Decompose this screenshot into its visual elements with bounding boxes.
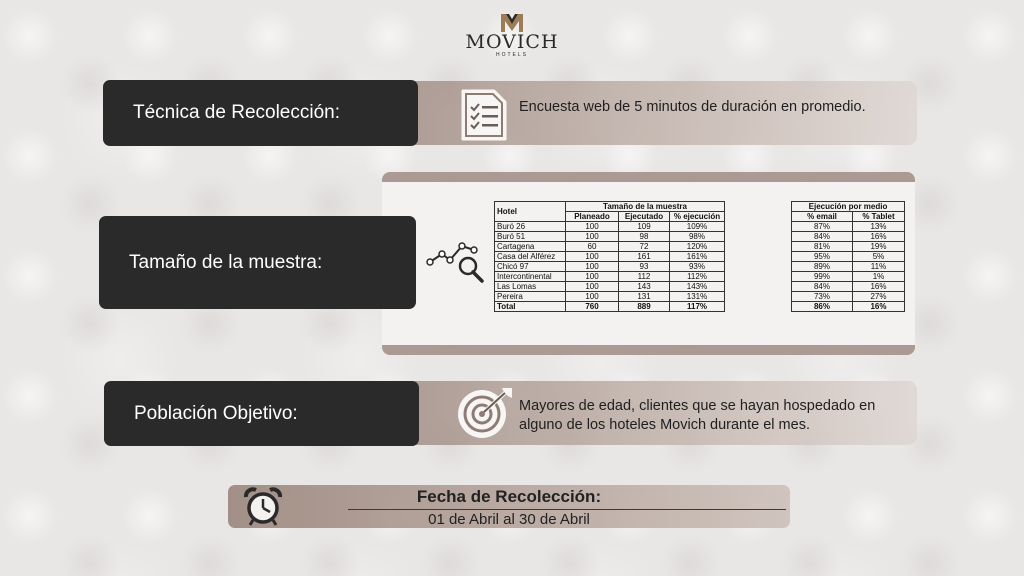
planeado-cell: 100: [566, 222, 619, 232]
hotel-cell: Total: [495, 302, 566, 312]
tablet-cell: 16%: [853, 302, 905, 312]
col-email: % email: [792, 212, 853, 222]
ejecutado-cell: 93: [619, 262, 670, 272]
hotel-cell: Cartagena: [495, 242, 566, 252]
email-cell: 99%: [792, 272, 853, 282]
table-row: [495, 282, 725, 292]
media-group-header: Ejecución por medio: [792, 202, 905, 212]
table-row: [495, 272, 725, 282]
email-cell: 89%: [792, 262, 853, 272]
tecnica-label: [103, 80, 418, 146]
hotel-cell: Buró 51: [495, 232, 566, 242]
hotel-header: Hotel: [495, 202, 566, 222]
poblacion-label: [104, 381, 419, 446]
tamano-label: [99, 216, 416, 309]
table-row: [792, 282, 905, 292]
table-row: [792, 252, 905, 262]
ejecutado-cell: 112: [619, 272, 670, 282]
planeado-cell: 100: [566, 272, 619, 282]
hotel-cell: Las Lomas: [495, 282, 566, 292]
col-tablet: % Tablet: [853, 212, 905, 222]
planeado-cell: 60: [566, 242, 619, 252]
planeado-cell: 100: [566, 282, 619, 292]
table-total-row: [792, 302, 905, 312]
tecnica-description: Encuesta web de 5 minutos de duración en promedio.: [519, 99, 866, 115]
target-icon: [454, 386, 516, 440]
hotel-cell: Intercontinental: [495, 272, 566, 282]
pct-cell: 93%: [670, 262, 725, 272]
survey-document-icon: [460, 88, 508, 142]
alarm-clock-icon: [242, 487, 284, 527]
tablet-cell: 1%: [853, 272, 905, 282]
email-cell: 73%: [792, 292, 853, 302]
pct-cell: 161%: [670, 252, 725, 262]
col-ejecucion: % ejecución: [670, 212, 725, 222]
planeado-cell: 100: [566, 292, 619, 302]
table-total-row: [495, 302, 725, 312]
hotel-cell: Pereira: [495, 292, 566, 302]
ejecutado-cell: 131: [619, 292, 670, 302]
fecha-band: [228, 485, 790, 528]
ejecutado-cell: 72: [619, 242, 670, 252]
ejecutado-cell: 109: [619, 222, 670, 232]
table-row: [495, 242, 725, 252]
table-row: [495, 262, 725, 272]
tablet-cell: 27%: [853, 292, 905, 302]
tablet-cell: 19%: [853, 242, 905, 252]
pct-cell: 98%: [670, 232, 725, 242]
pct-cell: 109%: [670, 222, 725, 232]
planeado-cell: 760: [566, 302, 619, 312]
tablet-cell: 16%: [853, 282, 905, 292]
col-ejecutado: Ejecutado: [619, 212, 670, 222]
tablet-cell: 11%: [853, 262, 905, 272]
table-row: [495, 222, 725, 232]
table-row: [792, 232, 905, 242]
logo-subtitle: HOTELS: [495, 52, 528, 58]
sample-size-table: [494, 201, 725, 312]
pct-cell: 131%: [670, 292, 725, 302]
chart-magnifier-icon: [426, 240, 486, 284]
pct-cell: 112%: [670, 272, 725, 282]
tecnica-label-text: Técnica de Recolección:: [133, 102, 340, 123]
table-row: [792, 292, 905, 302]
table-row: [495, 252, 725, 262]
sample-group-header: Tamaño de la muestra: [566, 202, 725, 212]
movich-monogram-icon: [499, 14, 525, 32]
poblacion-description: Mayores de edad, clientes que se hayan hospedado en alguno de los hoteles Movich durante el mes.: [519, 398, 876, 433]
logo-wordmark: MOVICH: [465, 31, 559, 53]
planeado-cell: 100: [566, 252, 619, 262]
table-row: [495, 292, 725, 302]
hotel-cell: Chicó 97: [495, 262, 566, 272]
tablet-cell: 5%: [853, 252, 905, 262]
email-cell: 81%: [792, 242, 853, 252]
tablet-cell: 13%: [853, 222, 905, 232]
ejecutado-cell: 161: [619, 252, 670, 262]
movich-logo: [462, 14, 562, 58]
poblacion-label-text: Población Objetivo:: [134, 402, 298, 424]
email-cell: 95%: [792, 252, 853, 262]
table-row: [495, 232, 725, 242]
media-execution-table: [791, 201, 905, 312]
fecha-value: 01 de Abril al 30 de Abril: [428, 511, 590, 528]
tablet-cell: 16%: [853, 232, 905, 242]
email-cell: 86%: [792, 302, 853, 312]
email-cell: 87%: [792, 222, 853, 232]
pct-cell: 117%: [670, 302, 725, 312]
hotel-cell: Buró 26: [495, 222, 566, 232]
fecha-title: Fecha de Recolección:: [416, 487, 602, 506]
fecha-divider: [348, 509, 786, 510]
planeado-cell: 100: [566, 262, 619, 272]
email-cell: 84%: [792, 282, 853, 292]
planeado-cell: 100: [566, 232, 619, 242]
tamano-label-text: Tamaño de la muestra:: [129, 251, 323, 273]
ejecutado-cell: 889: [619, 302, 670, 312]
hotel-cell: Casa del Alférez: [495, 252, 566, 262]
table-row: [792, 242, 905, 252]
ejecutado-cell: 143: [619, 282, 670, 292]
ejecutado-cell: 98: [619, 232, 670, 242]
pct-cell: 143%: [670, 282, 725, 292]
table-row: [792, 272, 905, 282]
pct-cell: 120%: [670, 242, 725, 252]
col-planeado: Planeado: [566, 212, 619, 222]
table-row: [792, 262, 905, 272]
table-row: [792, 222, 905, 232]
email-cell: 84%: [792, 232, 853, 242]
